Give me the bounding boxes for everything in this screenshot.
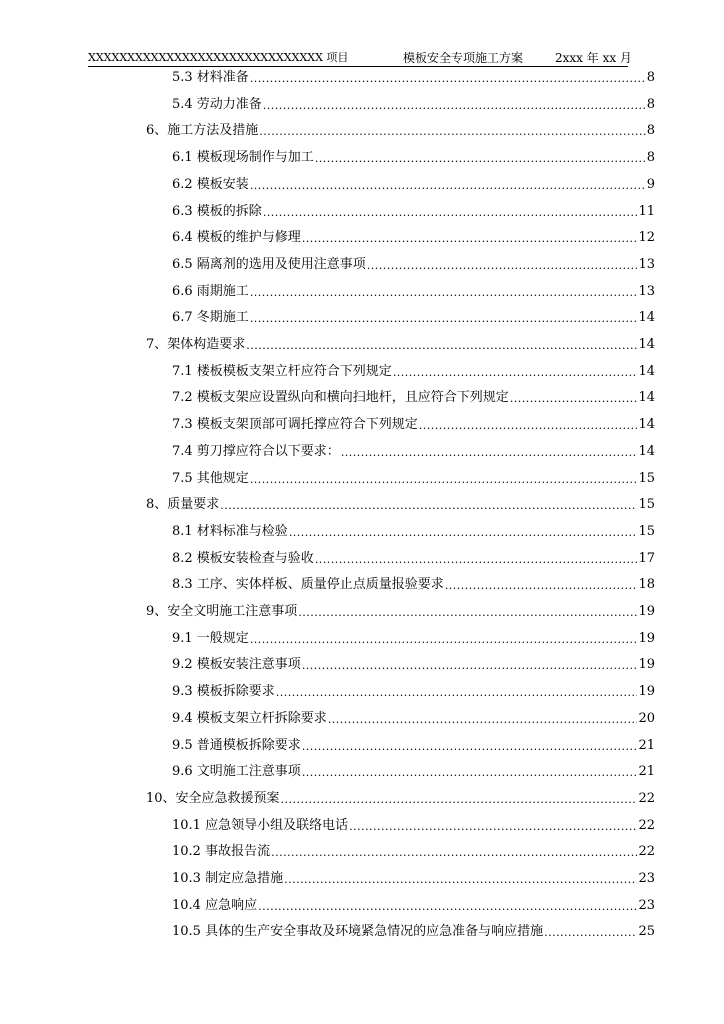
toc-entry-page: 23 — [638, 897, 655, 913]
toc-entry[interactable] — [172, 360, 655, 380]
toc-leader-dots — [259, 125, 645, 139]
toc-entry[interactable] — [172, 627, 655, 647]
toc-leader-dots — [302, 232, 638, 246]
toc-entry[interactable] — [172, 253, 655, 273]
toc-leader-dots — [284, 873, 637, 887]
toc-leader-dots — [510, 392, 638, 406]
toc-leader-dots — [445, 579, 638, 593]
toc-entry-page: 14 — [638, 417, 655, 433]
toc-leader-dots — [250, 72, 646, 86]
page-header — [88, 51, 632, 67]
toc-entry[interactable] — [172, 840, 655, 860]
toc-entry-title: 6、施工方法及措施 — [146, 123, 259, 139]
toc-entry-title: 7、架体构造要求 — [146, 337, 246, 352]
toc-entry[interactable] — [172, 680, 655, 700]
toc-entry-title: 8.1 材料标准与检验 — [172, 523, 288, 539]
toc-leader-dots — [246, 339, 637, 353]
toc-entry-title: 6.6 雨期施工 — [172, 283, 249, 299]
toc-entry-page: 14 — [638, 310, 655, 326]
toc-entry-page: 8 — [646, 123, 655, 139]
toc-entry[interactable] — [172, 760, 655, 780]
toc-entry-title: 10、安全应急救援预案 — [146, 790, 280, 806]
toc-entry-page: 15 — [638, 497, 655, 513]
toc-leader-dots — [393, 366, 638, 380]
toc-entry[interactable] — [172, 867, 655, 887]
toc-entry-title: 10.5 具体的生产安全事故及环境紧急情况的应急准备与响应措施 — [172, 924, 544, 940]
toc-leader-dots — [302, 740, 638, 754]
toc-leader-dots — [250, 179, 646, 193]
toc-leader-dots — [315, 152, 646, 166]
toc-leader-dots — [419, 419, 638, 433]
toc-entry[interactable] — [146, 493, 655, 513]
toc-entry-page: 20 — [638, 710, 655, 726]
toc-entry-page: 18 — [638, 577, 655, 593]
toc-entry-title: 6.1 模板现场制作与加工 — [172, 150, 314, 166]
toc-entry-page: 8 — [646, 96, 655, 112]
toc-leader-dots — [341, 446, 638, 460]
toc-entry-title: 7.4 剪刀撑应符合以下要求： — [172, 443, 340, 459]
toc-entry-page: 22 — [638, 844, 655, 860]
toc-entry-title: 8、质量要求 — [146, 497, 220, 513]
toc-entry[interactable] — [172, 93, 655, 113]
header-doc-title: 模板安全专项施工方案 — [403, 51, 524, 65]
toc-entry-page: 17 — [638, 550, 655, 566]
toc-entry-page: 14 — [638, 363, 655, 379]
toc-entry[interactable] — [172, 226, 655, 246]
toc-entry-page: 22 — [638, 817, 655, 833]
toc-leader-dots — [250, 312, 638, 326]
toc-entry[interactable] — [172, 734, 655, 754]
toc-leader-dots — [302, 766, 638, 780]
toc-entry-title: 5.3 材料准备 — [172, 70, 249, 85]
toc-entry-title: 5.4 劳动力准备 — [172, 96, 262, 112]
toc-leader-dots — [263, 206, 638, 220]
toc-entry-title: 7.1 楼板模板支架立杆应符合下列规定 — [172, 363, 392, 379]
toc-entry[interactable] — [172, 520, 655, 540]
toc-entry-title: 10.3 制定应急措施 — [172, 871, 284, 886]
toc-entry-page: 19 — [638, 684, 655, 700]
toc-entry[interactable] — [172, 280, 655, 300]
toc-entry[interactable] — [172, 146, 655, 166]
toc-entry-title: 10.2 事故报告流 — [172, 844, 271, 860]
toc-entry-title: 7.5 其他规定 — [172, 470, 249, 486]
toc-entry[interactable] — [172, 173, 655, 193]
toc-entry-page: 22 — [638, 790, 655, 806]
toc-entry[interactable] — [172, 413, 655, 433]
toc-entry-page: 12 — [638, 230, 655, 246]
toc-entry-page: 25 — [638, 924, 655, 940]
toc-entry-page: 8 — [646, 70, 655, 85]
toc-entry-page: 19 — [638, 604, 655, 619]
toc-entry-page: 19 — [638, 630, 655, 646]
toc-entry[interactable] — [172, 306, 655, 326]
toc-leader-dots — [271, 846, 637, 860]
toc-entry-title: 6.3 模板的拆除 — [172, 203, 262, 219]
toc-entry[interactable] — [172, 814, 655, 834]
toc-entry[interactable] — [146, 119, 655, 139]
toc-entry[interactable] — [172, 707, 655, 727]
toc-entry-page: 11 — [638, 203, 655, 219]
toc-entry-page: 23 — [638, 871, 655, 886]
toc-leader-dots — [281, 793, 638, 807]
toc-entry-page: 13 — [638, 256, 655, 272]
toc-leader-dots — [250, 286, 638, 300]
toc-entry-page: 14 — [638, 337, 655, 352]
header-project: XXXXXXXXXXXXXXXXXXXXXXXXXXXXXX 项目 — [88, 51, 349, 64]
toc-entry-title: 9.4 模板支架立杆拆除要求 — [172, 710, 327, 726]
toc-entry-title: 6.5 隔离剂的选用及使用注意事项 — [172, 256, 366, 272]
toc-entry[interactable] — [172, 440, 655, 460]
toc-entry-title: 6.2 模板安装 — [172, 176, 249, 192]
toc-leader-dots — [258, 900, 637, 914]
toc-leader-dots — [302, 659, 638, 673]
toc-leader-dots — [544, 926, 637, 940]
toc-leader-dots — [349, 820, 637, 834]
toc-entry[interactable] — [172, 467, 655, 487]
toc-entry[interactable] — [172, 573, 655, 593]
toc-entry-title: 7.3 模板支架顶部可调托撑应符合下列规定 — [172, 417, 418, 433]
toc-entry-page: 21 — [638, 737, 655, 753]
toc-entry[interactable] — [172, 547, 655, 567]
toc-entry-page: 8 — [646, 150, 655, 166]
toc-leader-dots — [263, 99, 646, 113]
toc-entry-page: 19 — [638, 657, 655, 673]
toc-leader-dots — [298, 606, 637, 620]
toc-entry-title: 7.2 模板支架应设置纵向和横向扫地杆，且应符合下列规定 — [172, 390, 509, 406]
toc-entry-title: 9.2 模板安装注意事项 — [172, 657, 301, 673]
toc-entry-page: 14 — [638, 390, 655, 406]
toc-entry-page: 21 — [638, 764, 655, 780]
toc-entry[interactable] — [146, 600, 655, 620]
header-date: 2xxx 年 xx 月 — [555, 51, 632, 65]
toc-entry[interactable] — [172, 653, 655, 673]
toc-entry[interactable] — [146, 333, 655, 353]
toc-entry[interactable] — [172, 66, 655, 86]
toc-entry-title: 6.7 冬期施工 — [172, 310, 249, 326]
toc-entry-title: 8.3 工序、实体样板、质量停止点质量报验要求 — [172, 577, 444, 593]
toc-entry-title: 9.1 一般规定 — [172, 630, 249, 646]
toc-leader-dots — [289, 526, 638, 540]
toc-entry-title: 10.4 应急响应 — [172, 897, 258, 913]
toc-entry[interactable] — [172, 920, 655, 940]
toc-leader-dots — [328, 713, 638, 727]
toc-entry-title: 9.5 普通模板拆除要求 — [172, 737, 301, 753]
toc-leader-dots — [220, 499, 637, 513]
toc-leader-dots — [250, 473, 638, 487]
toc-entry-page: 13 — [638, 283, 655, 299]
toc-entry[interactable] — [172, 200, 655, 220]
toc-leader-dots — [250, 633, 638, 647]
toc-entry[interactable] — [172, 894, 655, 914]
toc-entry[interactable] — [146, 787, 655, 807]
toc-entry-title: 9.3 模板拆除要求 — [172, 684, 275, 700]
toc-entry-page: 15 — [638, 470, 655, 486]
toc-entry-title: 6.4 模板的维护与修理 — [172, 230, 301, 246]
toc-entry-page: 14 — [638, 443, 655, 459]
toc-entry-title: 9、安全文明施工注意事项 — [146, 604, 298, 619]
toc-leader-dots — [276, 686, 638, 700]
toc-leader-dots — [315, 553, 638, 567]
toc-entry-title: 8.2 模板安装检查与验收 — [172, 550, 314, 566]
toc-leader-dots — [367, 259, 638, 273]
toc-entry-page: 15 — [638, 523, 655, 539]
toc-entry-title: 9.6 文明施工注意事项 — [172, 764, 301, 780]
toc-entry[interactable] — [172, 386, 655, 406]
toc-entry-page: 9 — [646, 176, 655, 192]
toc-entry-title: 10.1 应急领导小组及联络电话 — [172, 817, 349, 833]
